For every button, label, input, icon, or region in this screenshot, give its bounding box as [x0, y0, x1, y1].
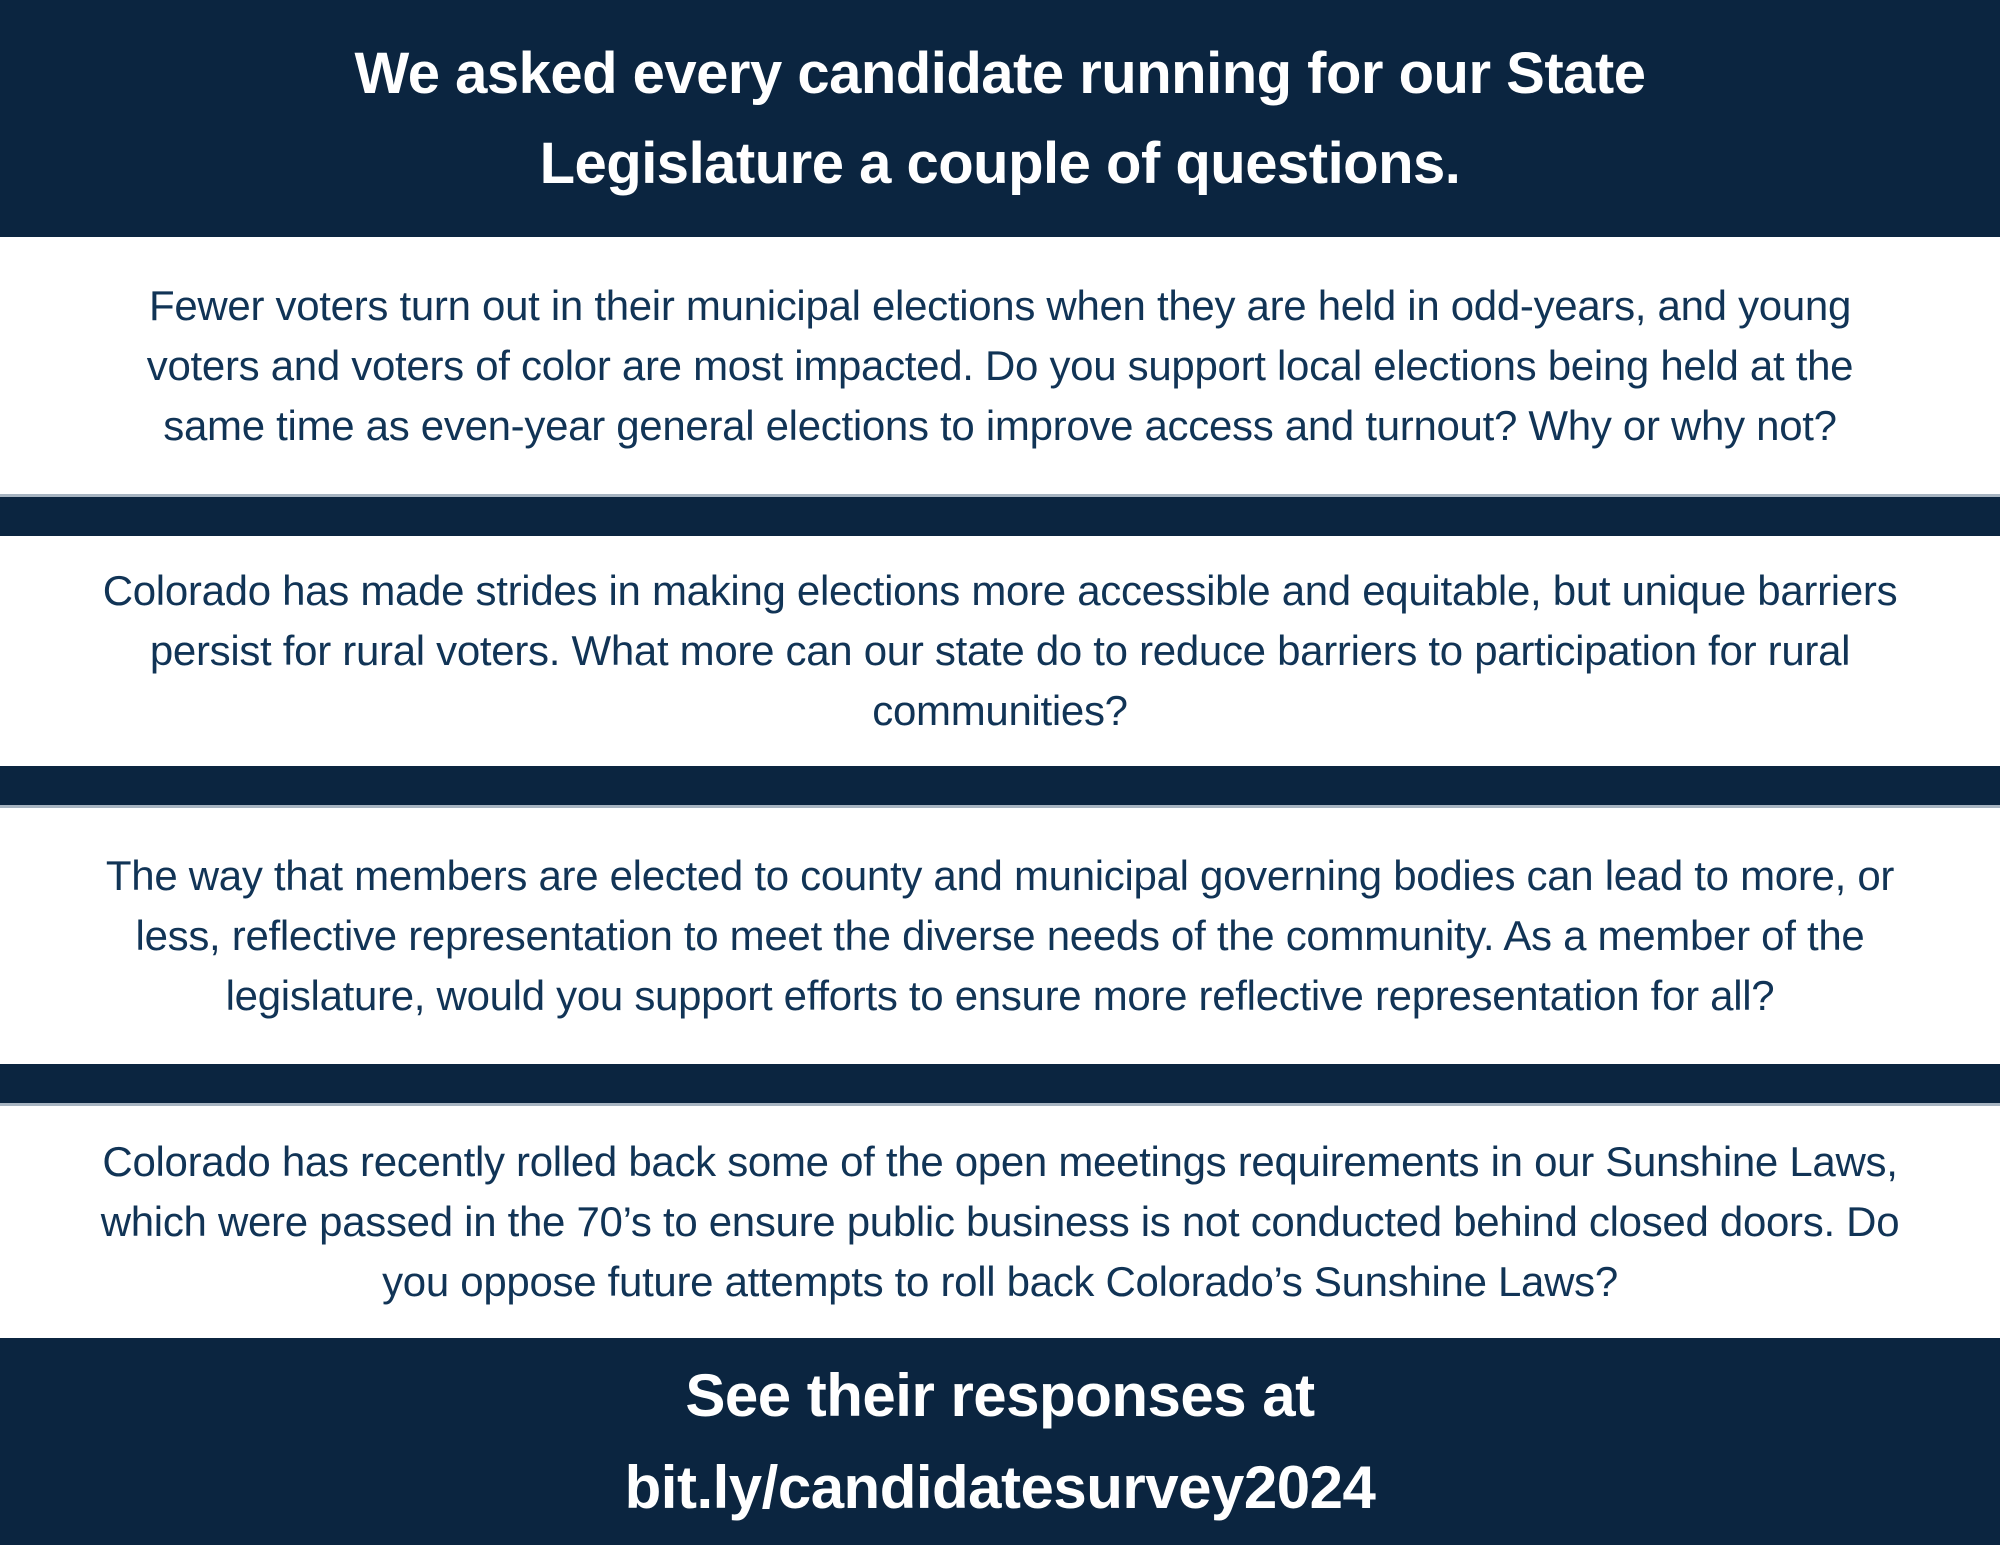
question-section-4: [0, 1106, 2000, 1338]
question-section-2: [0, 536, 2000, 766]
page-title: We asked every candidate running for our State Legislature a couple of questions.: [354, 40, 1646, 196]
question-section-3: [0, 808, 2000, 1064]
divider-bar-3: [0, 1064, 2000, 1106]
question-4-text: Colorado has recently rolled back some of the open meetings requirements in our Sunshine Laws, which were passed in the 70’s to ensure public business is not conducted behind closed doors. Do you oppose future attempts to roll back Colorado’s Sunshine Laws?: [100, 1138, 1900, 1305]
question-1-text: Fewer voters turn out in their municipal elections when they are held in odd-years, and young voters and voters of color are most impacted. Do you support local elections being held at the same time as even-year general elections to improve access and turnout? Why or why not?: [146, 281, 1854, 449]
divider-bar-1: [0, 494, 2000, 536]
footer-call-to-action: See their responses at: [685, 1361, 1315, 1429]
footer-banner: [0, 1338, 2000, 1545]
question-section-1: [0, 237, 2000, 494]
question-3-text: The way that members are elected to county and municipal governing bodies can lead to more, or less, reflective representation to meet the diverse needs of the community. As a member of the legislature, would you support efforts to ensure more reflective representation for all?: [105, 852, 1895, 1019]
footer-survey-url: bit.ly/candidatesurvey2024: [624, 1453, 1376, 1521]
divider-bar-2: [0, 766, 2000, 808]
question-2-text: Colorado has made strides in making elections more accessible and equitable, but unique barriers persist for rural voters. What more can our state do to reduce barriers to participation for rural communities?: [102, 567, 1898, 734]
header-banner: [0, 0, 2000, 237]
